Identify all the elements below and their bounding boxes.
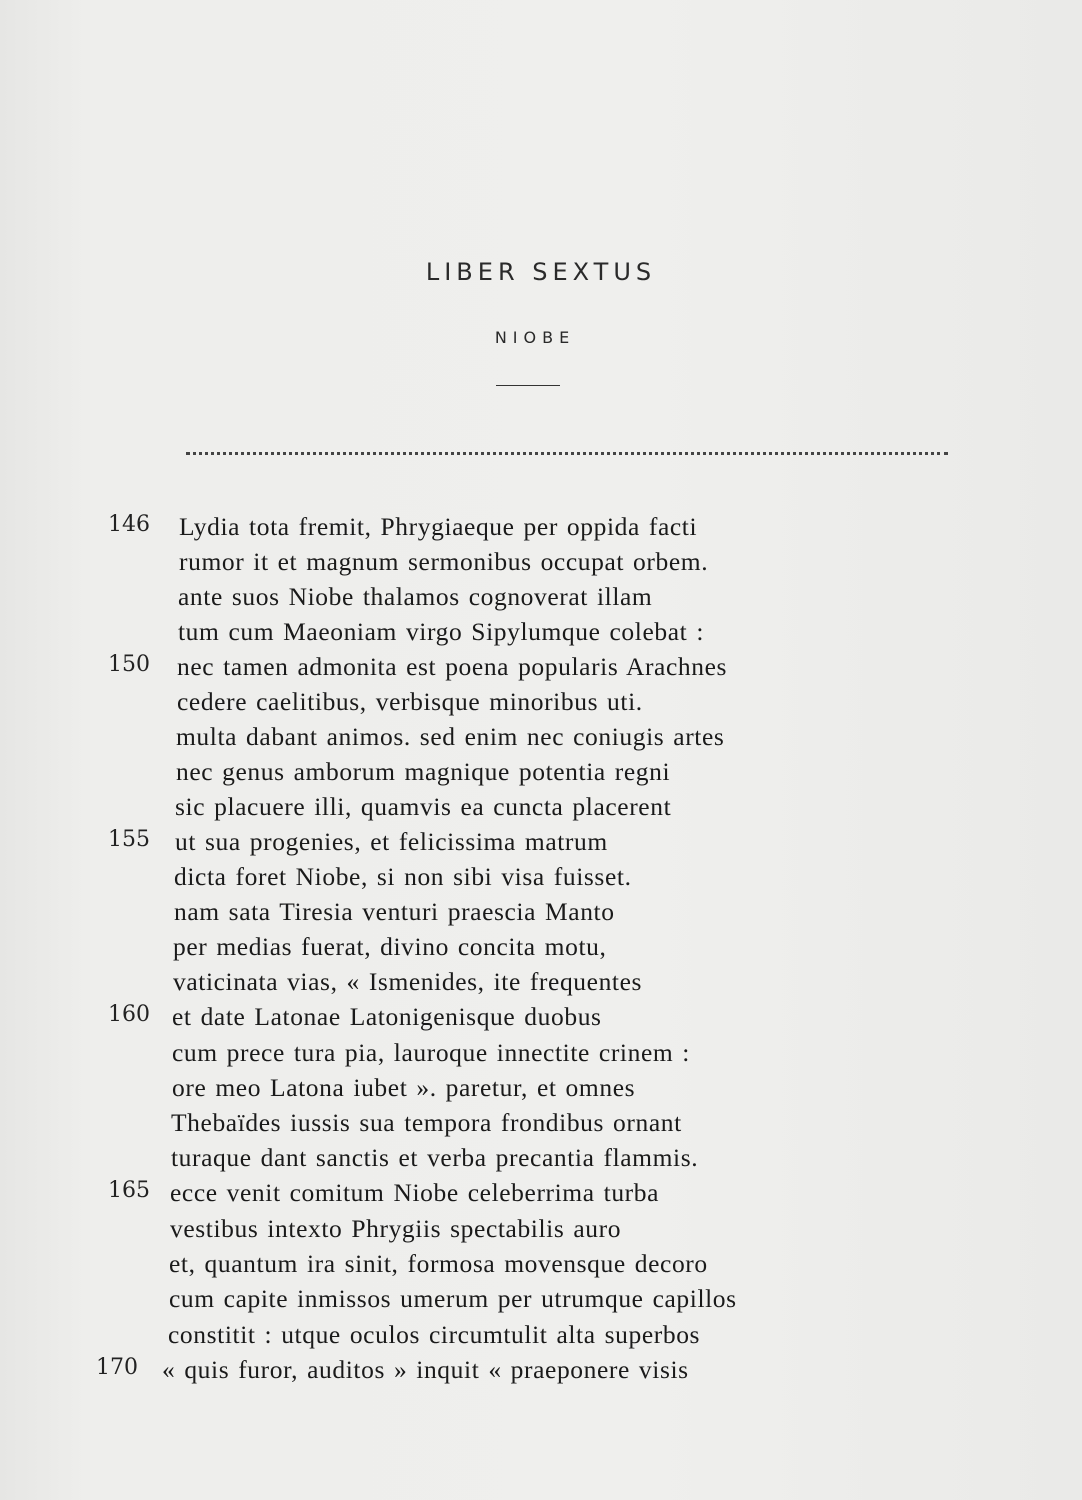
title-rule bbox=[496, 385, 560, 386]
section-title: NIOBE bbox=[494, 328, 576, 347]
verse-text: ore meo Latona iubet ». paretur, et omnes bbox=[172, 1073, 636, 1102]
line-number: 165 bbox=[108, 1178, 150, 1203]
line-number: 160 bbox=[108, 1002, 150, 1027]
verse-text: vaticinata vias, « Ismenides, ite frequentes bbox=[173, 967, 643, 996]
verse-text: cedere caelitibus, verbisque minoribus uti. bbox=[177, 687, 643, 716]
verse-text: « quis furor, auditos » inquit « praeponere visis bbox=[162, 1355, 689, 1384]
dotted-separator bbox=[186, 452, 948, 455]
verse-text: per medias fuerat, divino concita motu, bbox=[173, 932, 607, 961]
verse-text: nec genus amborum magnique potentia regni bbox=[176, 757, 671, 786]
verse-text: constitit : utque oculos circumtulit alta superbos bbox=[168, 1320, 701, 1349]
verse-text: ecce venit comitum Niobe celeberrima turba bbox=[170, 1178, 660, 1207]
verse-text: ut sua progenies, et felicissima matrum bbox=[175, 827, 608, 856]
line-number: 146 bbox=[108, 512, 150, 537]
book-title: LIBER SEXTUS bbox=[425, 258, 657, 286]
verse-text: rumor it et magnum sermonibus occupat orbem. bbox=[179, 547, 709, 576]
verse-text: cum capite inmissos umerum per utrumque capillos bbox=[169, 1284, 737, 1313]
verse-text: sic placuere illi, quamvis ea cuncta placerent bbox=[175, 792, 672, 821]
verse-text: nam sata Tiresia venturi praescia Manto bbox=[174, 897, 615, 926]
verse-text: vestibus intexto Phrygiis spectabilis auro bbox=[170, 1214, 622, 1243]
verse-text: multa dabant animos. sed enim nec coniugis artes bbox=[176, 722, 725, 751]
line-number: 155 bbox=[108, 827, 150, 852]
line-number: 170 bbox=[96, 1355, 138, 1380]
verse-text: tum cum Maeoniam virgo Sipylumque colebat : bbox=[178, 617, 704, 646]
line-number: 150 bbox=[108, 652, 150, 677]
verse-text: nec tamen admonita est poena popularis Arachnes bbox=[177, 652, 728, 681]
verse-text: dicta foret Niobe, si non sibi visa fuisset. bbox=[174, 862, 632, 891]
verse-text: et, quantum ira sinit, formosa movensque decoro bbox=[169, 1249, 708, 1278]
verse-text: et date Latonae Latonigenisque duobus bbox=[172, 1002, 602, 1031]
verse-text: cum prece tura pia, lauroque innectite crinem : bbox=[172, 1038, 690, 1067]
verse-text: turaque dant sanctis et verba precantia flammis. bbox=[171, 1143, 699, 1172]
verse-text: Lydia tota fremit, Phrygiaeque per oppida facti bbox=[179, 512, 698, 541]
verse-text: Thebaïdes iussis sua tempora frondibus ornant bbox=[171, 1108, 682, 1137]
verse-text: ante suos Niobe thalamos cognoverat illam bbox=[178, 582, 653, 611]
